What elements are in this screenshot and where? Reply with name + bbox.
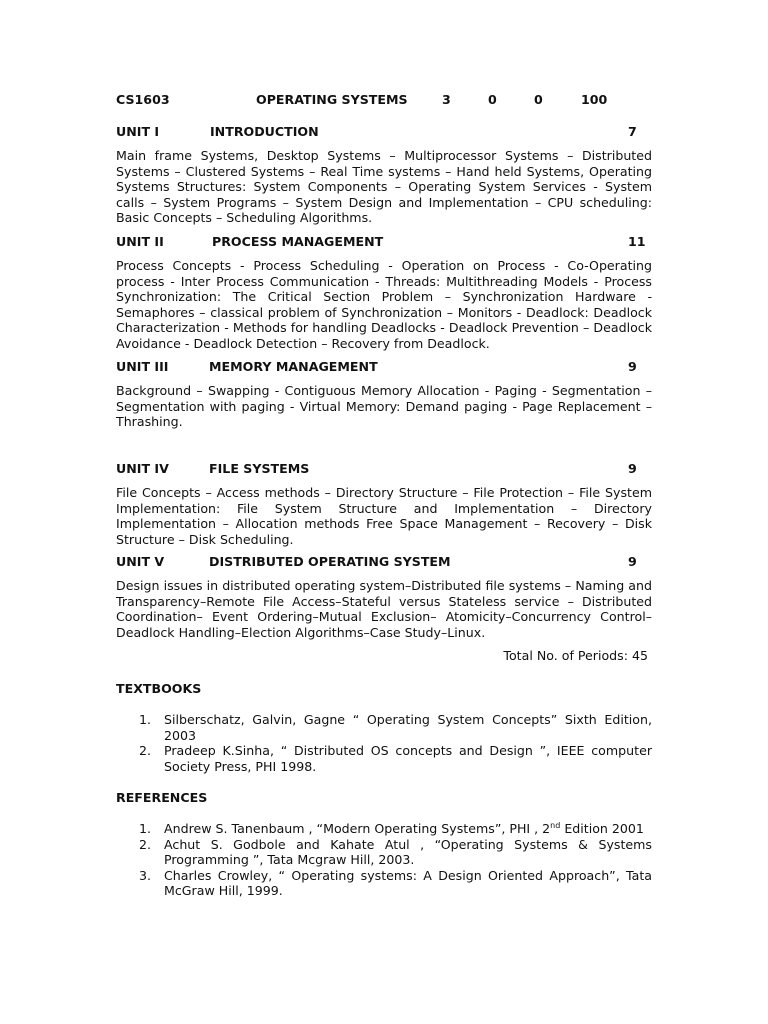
unit-heading [116, 234, 652, 252]
list-item-number: 2. [139, 836, 152, 852]
unit-heading [116, 461, 652, 479]
unit-label: UNIT V [116, 554, 165, 569]
list-item-number: 1. [139, 821, 152, 836]
references-list [116, 821, 652, 899]
unit-periods: 9 [628, 554, 637, 569]
references-heading: REFERENCES [116, 790, 208, 805]
course-marks: 100 [581, 92, 608, 107]
unit-content: Background – Swapping - Contiguous Memory Allocation - Paging - Segmentation – Segmentation with paging - Virtual Memory: Demand paging - Page Replacement – Thrashing. [116, 383, 652, 430]
textbooks-list [116, 712, 652, 774]
list-item [116, 868, 652, 899]
unit-heading [116, 359, 652, 377]
unit-label: UNIT III [116, 359, 169, 374]
unit-content: File Concepts – Access methods – Directory Structure – File Protection – File System Implementation: File System Structure and Implementation – Directory Implementation – Allocation methods Free Space Management – Recovery – Disk Structure – Disk Scheduling. [116, 485, 652, 547]
unit-heading [116, 124, 652, 142]
unit-content: Design issues in distributed operating system–Distributed file systems – Naming and Transparency–Remote File Access–Stateful versus Stateless service – Distributed Coordination– Event Ordering–Mutual Exclusion– Atomicity–Concurrency Control– Deadlock Handling–Election Algorithms–Case Study–Linux. [116, 578, 652, 640]
list-item [116, 743, 652, 774]
list-item-text: Silberschatz, Galvin, Gagne “ Operating System Concepts” Sixth Edition, 2003 [164, 712, 652, 743]
course-code: CS1603 [116, 92, 170, 107]
unit-title: DISTRIBUTED OPERATING SYSTEM [209, 554, 451, 569]
unit-label: UNIT IV [116, 461, 169, 476]
list-item-text: Pradeep K.Sinha, “ Distributed OS concepts and Design ”, IEEE computer Society Press, PHI 1998. [164, 743, 652, 774]
unit-title: MEMORY MANAGEMENT [209, 359, 378, 374]
course-practical-hours: 0 [534, 92, 543, 107]
unit-title: FILE SYSTEMS [209, 461, 310, 476]
unit-content: Main frame Systems, Desktop Systems – Multiprocessor Systems – Distributed Systems – Clustered Systems – Real Time systems – Hand held Systems, Operating Systems Structures: System Components – Operating System Services - System calls – System Programs – System Design and Implementation – CPU scheduling: Basic Concepts – Scheduling Algorithms. [116, 148, 652, 226]
unit-periods: 9 [628, 359, 637, 374]
superscript: nd [550, 821, 561, 830]
course-header [116, 92, 656, 110]
list-item-text: Achut S. Godbole and Kahate Atul , “Operating Systems & Systems Programming ”, Tata Mcgraw Hill, 2003. [164, 836, 652, 868]
list-item-number: 3. [139, 867, 152, 883]
course-title: OPERATING SYSTEMS [256, 92, 408, 107]
list-item-text-continued: Edition 2001 [560, 821, 644, 836]
list-item-number: 1. [139, 712, 152, 727]
unit-periods: 11 [628, 234, 646, 249]
unit-title: PROCESS MANAGEMENT [212, 234, 384, 249]
list-item-text: Charles Crowley, “ Operating systems: A Design Oriented Approach”, Tata McGraw Hill, 1999. [164, 867, 652, 899]
list-item-number: 2. [139, 743, 152, 759]
unit-label: UNIT I [116, 124, 160, 139]
unit-label: UNIT II [116, 234, 164, 249]
list-item [116, 837, 652, 868]
unit-content: Process Concepts - Process Scheduling - Operation on Process - Co-Operating process - Inter Process Communication - Threads: Multithreading Models - Process Synchronization: The Critical Section Problem – Synchronization Hardware - Semaphores – classical problem of Synchronization – Monitors - Deadlock: Deadlock Characterization - Methods for handling Deadlocks - Deadlock Prevention – Deadlock Avoidance - Deadlock Detection – Recovery from Deadlock. [116, 258, 652, 351]
list-item [116, 821, 652, 837]
unit-periods: 9 [628, 461, 637, 476]
course-lecture-hours: 3 [442, 92, 451, 107]
unit-periods: 7 [628, 124, 637, 139]
course-tutorial-hours: 0 [488, 92, 497, 107]
total-periods: Total No. of Periods: 45 [503, 648, 648, 663]
textbooks-heading: TEXTBOOKS [116, 681, 202, 696]
unit-heading [116, 554, 652, 572]
unit-title: INTRODUCTION [210, 124, 319, 139]
list-item [116, 712, 652, 743]
list-item-text: Andrew S. Tanenbaum , “Modern Operating Systems”, PHI , 2 [164, 821, 551, 836]
